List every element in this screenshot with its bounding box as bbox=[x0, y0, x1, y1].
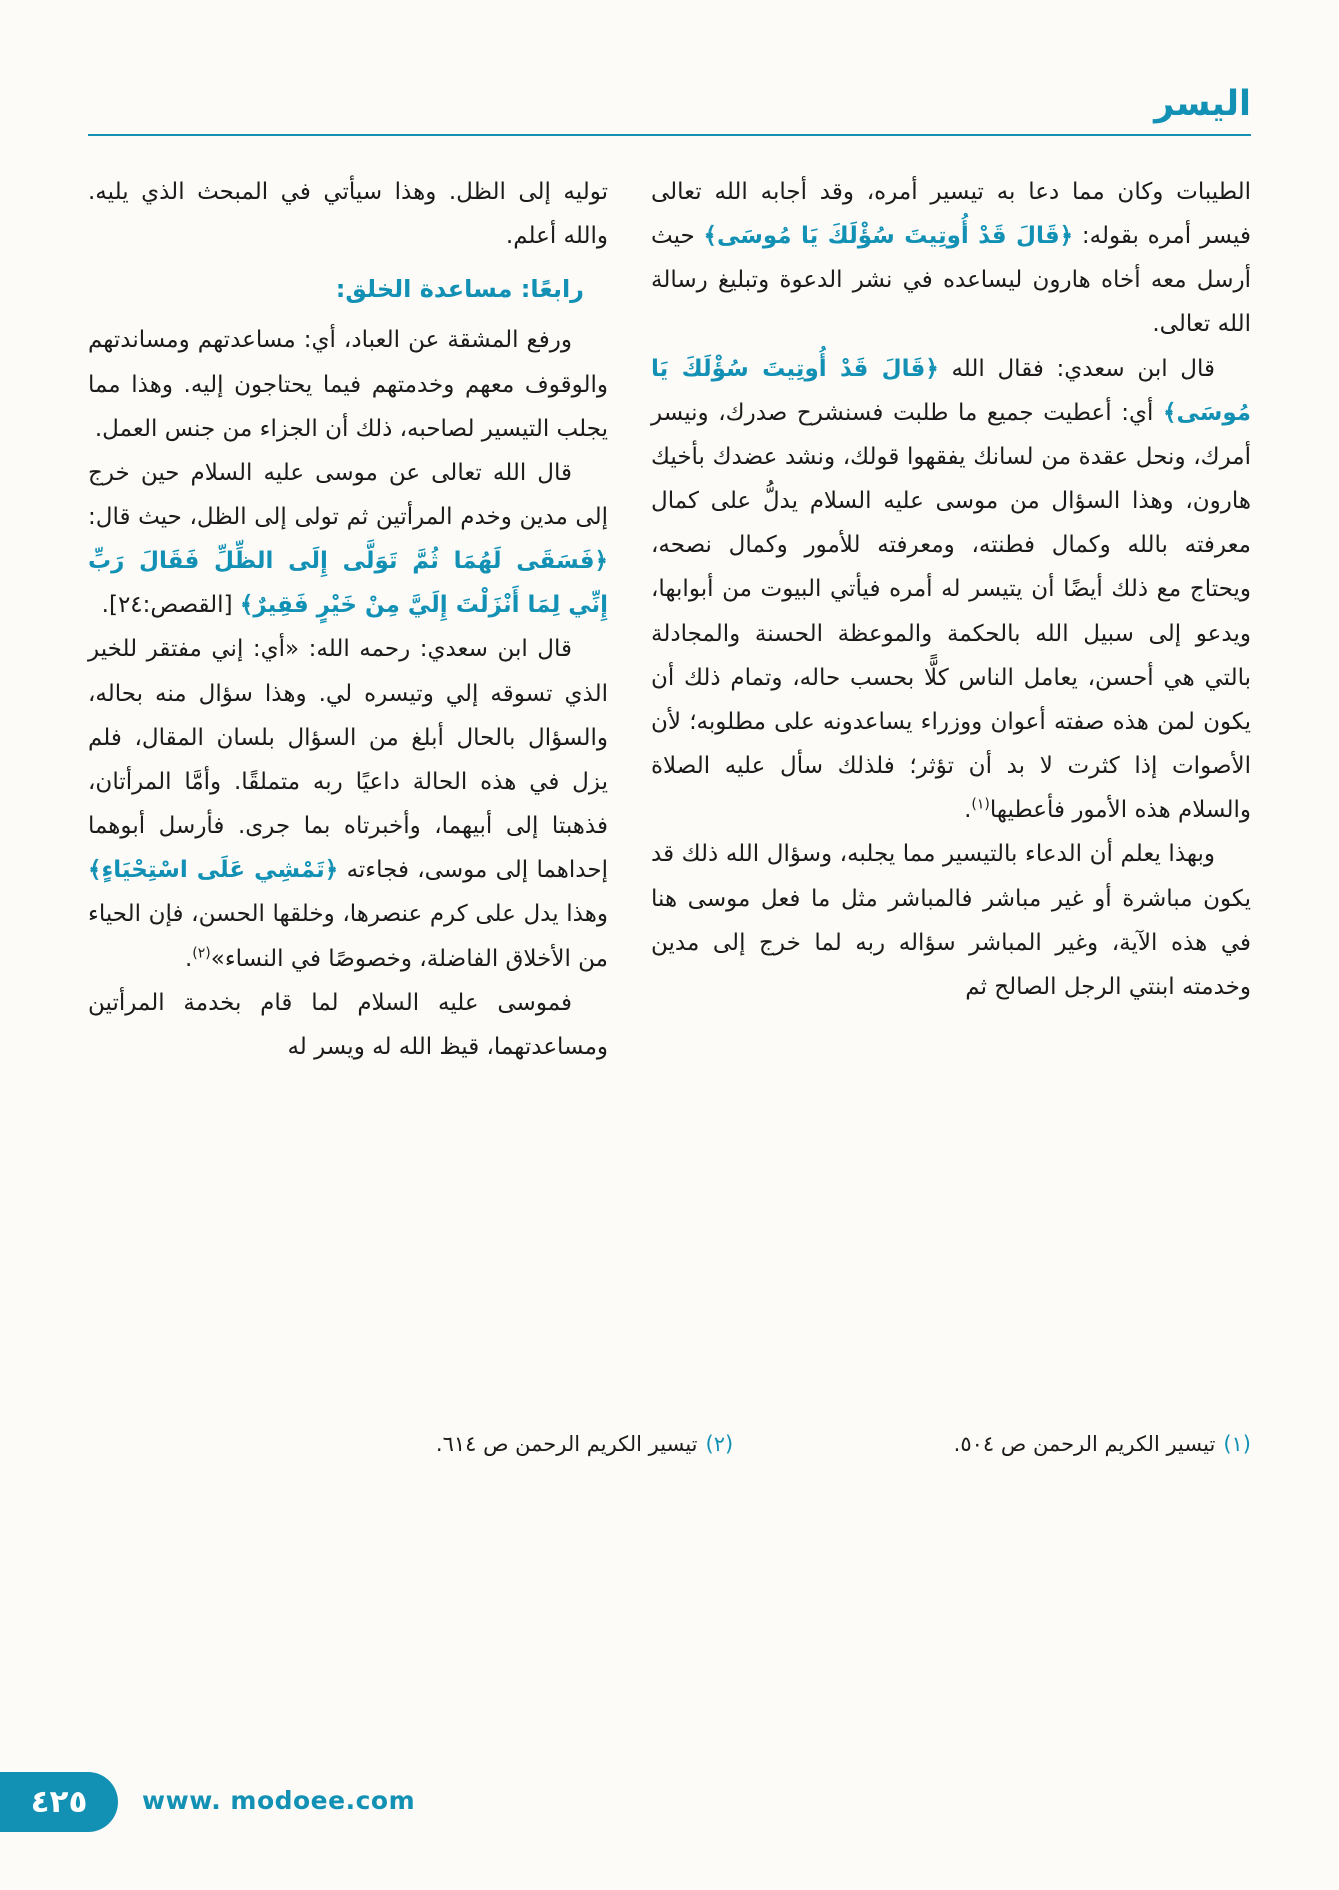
text-run: أي: أعطيت جميع ما طلبت فسنشرح صدرك، ونيسر أمرك، ونحل عقدة من لسانك يفقهوا قولك، ونشد عضدك بأخيك هارون، وهذا السؤال من موسى عليه السلام يدلُّ على كمال معرفته بالله وكمال فطنته، ومعرفته للأمور وكمال نصحه، ويحتاج مع ذلك أيضًا أن يتيسر له أمره فيأتي البيوت من أبوابها، ويدعو إلى سبيل الله بالحكمة والموعظة الحسنة والمجادلة بالتي هي أحسن، يعامل الناس كلًّا بحسب حاله، وتمام ذلك أن يكون لمن هذه صفته أعوان ووزراء يساعدونه على مطلوبه؛ لأن الأصوات إذا كثرت لا بد أن تؤثر؛ فلذلك سأل عليه الصلاة والسلام هذه الأمور فأعطيها bbox=[651, 399, 1251, 824]
page-header bbox=[0, 0, 1339, 136]
column-left bbox=[88, 170, 608, 1069]
footnote-1-marker: (١) bbox=[1223, 1432, 1251, 1456]
text-run: . bbox=[964, 797, 972, 824]
page-header-title: اليسر bbox=[1154, 84, 1251, 124]
text-run: وهذا يدل على كرم عنصرها، وخلقها الحسن، فإن الحياء من الأخلاق الفاضلة، وخصوصًا في النساء» bbox=[88, 901, 608, 972]
footnote-2-marker: (٢) bbox=[705, 1432, 734, 1456]
paragraph bbox=[88, 318, 608, 450]
paragraph bbox=[651, 347, 1251, 833]
footnote-1 bbox=[733, 1432, 1251, 1456]
quran-quote: ﴿فَسَقَى لَهُمَا ثُمَّ تَوَلَّى إِلَى الظِّلِّ فَقَالَ رَبِّ إِنِّي لِمَا أَنْزَلْتَ إِلَيَّ مِنْ خَيْرٍ فَقِيرٌ﴾ bbox=[88, 548, 608, 619]
section-heading bbox=[88, 266, 608, 312]
paragraph bbox=[651, 170, 1251, 347]
footnote-1-text: تيسير الكريم الرحمن ص ٥٠٤. bbox=[953, 1432, 1216, 1456]
footnotes-row bbox=[88, 1432, 1251, 1456]
quran-quote: ﴿قَالَ قَدْ أُوتِيتَ سُؤْلَكَ يَا مُوسَى﴾ bbox=[703, 223, 1074, 250]
text-run: ورفع المشقة عن العباد، أي: مساعدتهم ومساندتهم والوقوف معهم وخدمتهم فيما يحتاجون إليه. وهذا مما يجلب التيسير لصاحبه، ذلك أن الجزاء من جنس العمل. bbox=[88, 327, 608, 442]
paragraph bbox=[88, 451, 608, 628]
text-run: فموسى عليه السلام لما قام بخدمة المرأتين ومساعدتهما، قيظ الله له ويسر له bbox=[88, 989, 608, 1060]
quran-quote: ﴿قَالَ قَدْ أُوتِيتَ سُؤْلَكَ يَا مُوسَى﴾ bbox=[651, 355, 1251, 426]
footnote-2 bbox=[88, 1432, 733, 1456]
paragraph bbox=[88, 170, 608, 258]
column-right bbox=[651, 170, 1251, 1069]
text-run: [القصص:٢٤]. bbox=[101, 592, 240, 619]
text-run: قال ابن سعدي: رحمه الله: «أي: إني مفتقر للخير الذي تسوقه إلي وتيسره لي. وهذا سؤال منه بحاله، والسؤال بالحال أبلغ من السؤال بلسان المقال، فلم يزل في هذه الحالة داعيًا ربه متملقًا. وأمَّا المرأتان، فذهبتا إلى أبيهما، وأخبرتاه بما جرى. فأرسل أبوهما إحداهما إلى موسى، فجاءته bbox=[88, 636, 608, 884]
page-number-badge bbox=[0, 1772, 118, 1832]
text-run: الطيبات وكان مما دعا به تيسير أمره، وقد أجابه الله تعالى فيسر أمره بقوله: bbox=[651, 179, 1251, 250]
text-run: رابعًا: مساعدة الخلق: bbox=[335, 275, 584, 304]
text-run: وبهذا يعلم أن الدعاء بالتيسير مما يجلبه، وسؤال الله ذلك قد يكون مباشرة أو غير مباشر فالمباشر مثل ما فعل موسى هنا في هذه الآية، وغير المباشر سؤاله ربه لما خرج إلى مدين وخدمته ابنتي الرجل الصالح ثم bbox=[651, 841, 1251, 1000]
text-run: قال ابن سعدي: فقال الله bbox=[938, 355, 1215, 382]
paragraph bbox=[88, 981, 608, 1069]
quran-quote: ﴿تَمْشِي عَلَى اسْتِحْيَاءٍ﴾ bbox=[88, 857, 339, 884]
page-number: ٤٢٥ bbox=[30, 1784, 88, 1820]
text-columns bbox=[0, 136, 1339, 1069]
footnote-2-text: تيسير الكريم الرحمن ص ٦١٤. bbox=[435, 1432, 698, 1456]
text-run: . bbox=[184, 945, 193, 972]
text-run: قال الله تعالى عن موسى عليه السلام حين خرج إلى مدين وخدم المرأتين ثم تولى إلى الظل، حيث قال: bbox=[88, 459, 608, 531]
paragraph bbox=[88, 627, 608, 980]
footnote-ref: (٢) bbox=[192, 944, 211, 961]
footnote-ref: (١) bbox=[971, 796, 990, 813]
text-run: حيث أرسل معه أخاه هارون ليساعده في نشر الدعوة وتبليغ رسالة الله تعالى. bbox=[651, 223, 1251, 338]
paragraph bbox=[651, 832, 1251, 1009]
website-url: www. modoee.com bbox=[142, 1786, 416, 1815]
text-run: توليه إلى الظل. وهذا سيأتي في المبحث الذي يليه. والله أعلم. bbox=[88, 179, 608, 250]
